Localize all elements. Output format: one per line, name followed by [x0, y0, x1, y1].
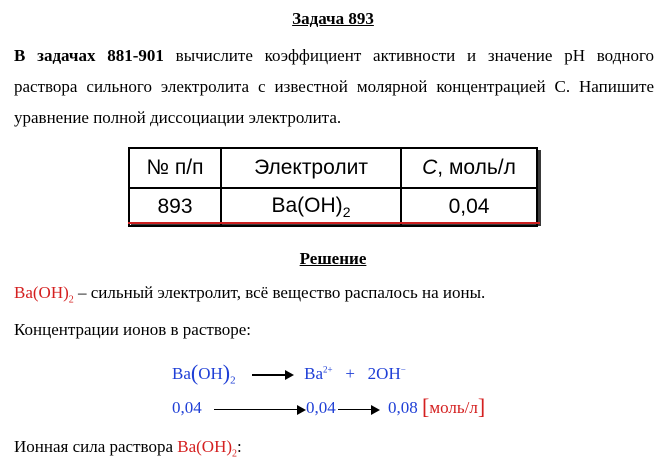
p1-formula: Ba(OH) [14, 283, 69, 302]
eq2-c1: 0,04 [172, 398, 202, 417]
eq-cation-charge: 2+ [323, 364, 333, 375]
header-c-unit: , моль/л [437, 156, 516, 179]
solution-title: Решение [299, 249, 367, 268]
table-header-row [129, 148, 537, 188]
task-line-3: уравнение полной диссоциации электролита. [14, 108, 342, 127]
eq2-c3: 0,08 [388, 398, 418, 417]
data-table [128, 147, 538, 227]
unit-close-bracket: ] [477, 394, 486, 419]
eq-anion: 2OH [367, 364, 401, 383]
eq2-c2: 0,04 [306, 398, 336, 417]
unit-open-bracket: [ [422, 394, 430, 419]
eq-oh: OH [198, 364, 223, 383]
task-title: Задача 893 [292, 9, 374, 28]
task-lead: В задачах 881-901 [14, 46, 164, 65]
header-c-symbol: C [422, 156, 438, 179]
p3-formula-sub: 2 [232, 448, 238, 459]
task-line-2: раствора сильного электролита с известной молярной концентрацией С. Напишите [14, 77, 654, 96]
data-table-container [128, 147, 538, 223]
task-line-1-rest: вычислите коэффициент активности и значение pH водного [163, 46, 654, 65]
p3-tail: : [237, 437, 242, 456]
p3-formula: Ba(OH) [177, 437, 233, 456]
reaction-arrow-icon [252, 374, 292, 376]
solution-paragraph-1 [14, 283, 485, 305]
eq2-unit: моль/л [429, 398, 478, 417]
header-concentration [401, 148, 537, 188]
eq-plus: + [345, 364, 355, 383]
solution-paragraph-3 [14, 437, 242, 459]
eq-ba: Ba [172, 364, 191, 383]
eq-anion-charge: − [400, 364, 406, 375]
solution-paragraph-2: Концентрации ионов в растворе: [14, 320, 252, 339]
cell-electrolyte-base: Ba(OH) [271, 193, 343, 217]
task-line-1 [14, 40, 654, 71]
concentration-equation [172, 394, 485, 420]
p1-formula-sub: 2 [68, 294, 74, 306]
p3-text: Ионная сила раствора [14, 437, 178, 456]
eq-cation: Ba [304, 364, 323, 383]
cell-concentration: 0,04 [401, 188, 537, 226]
long-arrow-icon [214, 409, 304, 410]
cell-electrolyte [221, 188, 401, 226]
red-underline [128, 222, 540, 224]
eq-sub: 2 [230, 374, 236, 387]
dissociation-equation [172, 360, 406, 386]
eq-open-paren: ( [190, 360, 199, 385]
header-electrolyte: Электролит [221, 148, 401, 188]
table-row [129, 188, 537, 226]
cell-number: 893 [129, 188, 221, 226]
header-number: № п/п [129, 148, 221, 188]
p1-text: – сильный электролит, всё вещество распалось на ионы. [73, 283, 486, 302]
cell-electrolyte-sub: 2 [342, 204, 351, 221]
mid-arrow-icon [338, 409, 378, 410]
task-statement [14, 40, 654, 133]
eq-close-paren: ) [222, 360, 231, 385]
